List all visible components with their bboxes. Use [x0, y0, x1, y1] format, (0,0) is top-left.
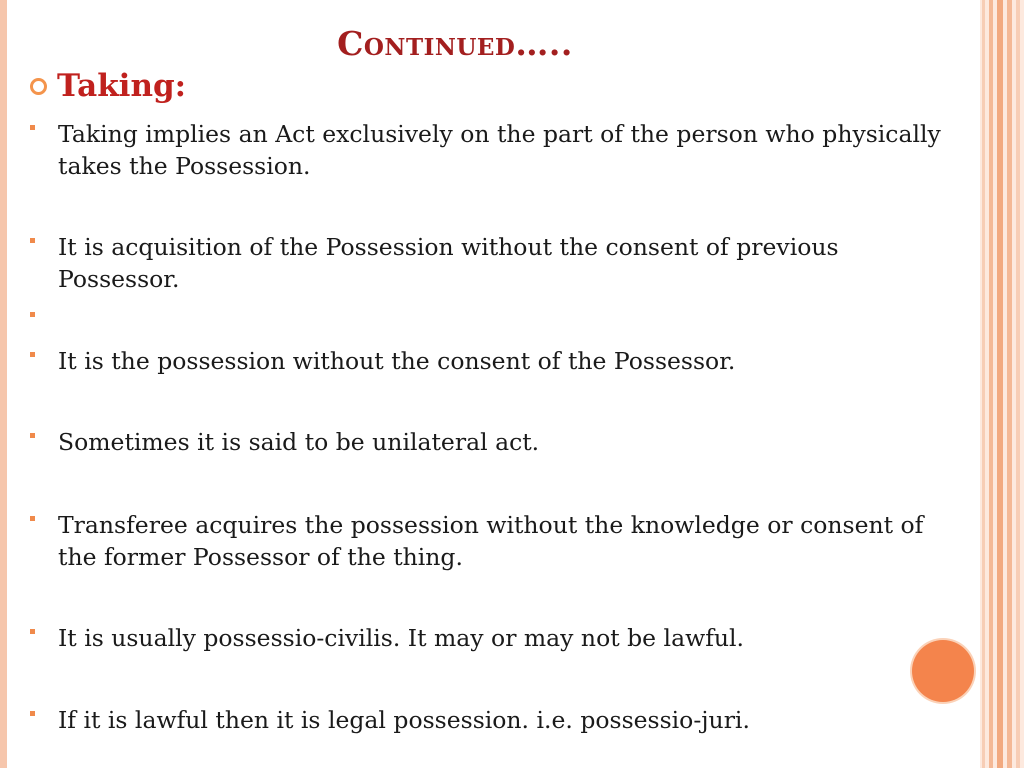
section-heading — [30, 68, 186, 104]
stripe — [997, 0, 1003, 768]
square-bullet-icon — [30, 711, 35, 716]
accent-circle-decoration — [912, 640, 974, 702]
square-bullet-icon — [30, 238, 35, 243]
list-item-text: Taking implies an Act exclusively on the part of the person who physically takes the Possession. — [58, 120, 941, 180]
list-item-text: It is usually possessio-civilis. It may or may not be lawful. — [58, 624, 745, 652]
stripe — [982, 0, 985, 768]
square-bullet-icon — [30, 352, 35, 357]
section-heading-text: Taking: — [57, 68, 187, 104]
square-bullet-icon — [30, 433, 35, 438]
slide-title: Continued….. — [337, 24, 573, 63]
square-bullet-icon — [30, 516, 35, 521]
square-bullet-icon — [30, 312, 35, 317]
list-item-text: Sometimes it is said to be unilateral act. — [58, 428, 540, 456]
square-bullet-icon — [30, 629, 35, 634]
stripe — [1016, 0, 1020, 768]
ring-bullet-icon — [30, 78, 47, 95]
right-stripe-decoration — [980, 0, 1024, 768]
list-item-text: Transferee acquires the possession without the knowledge or consent of the former Possessor of the thing. — [58, 511, 924, 571]
list-item-text: It is the possession without the consent of the Possessor. — [58, 347, 736, 375]
left-border-decoration — [0, 0, 7, 768]
stripe — [989, 0, 993, 768]
list-item-text: If it is lawful then it is legal possession. i.e. possessio-juri. — [58, 706, 750, 734]
list-item-text: It is acquisition of the Possession without the consent of previous Possessor. — [58, 233, 839, 293]
square-bullet-icon — [30, 125, 35, 130]
stripe — [1007, 0, 1012, 768]
